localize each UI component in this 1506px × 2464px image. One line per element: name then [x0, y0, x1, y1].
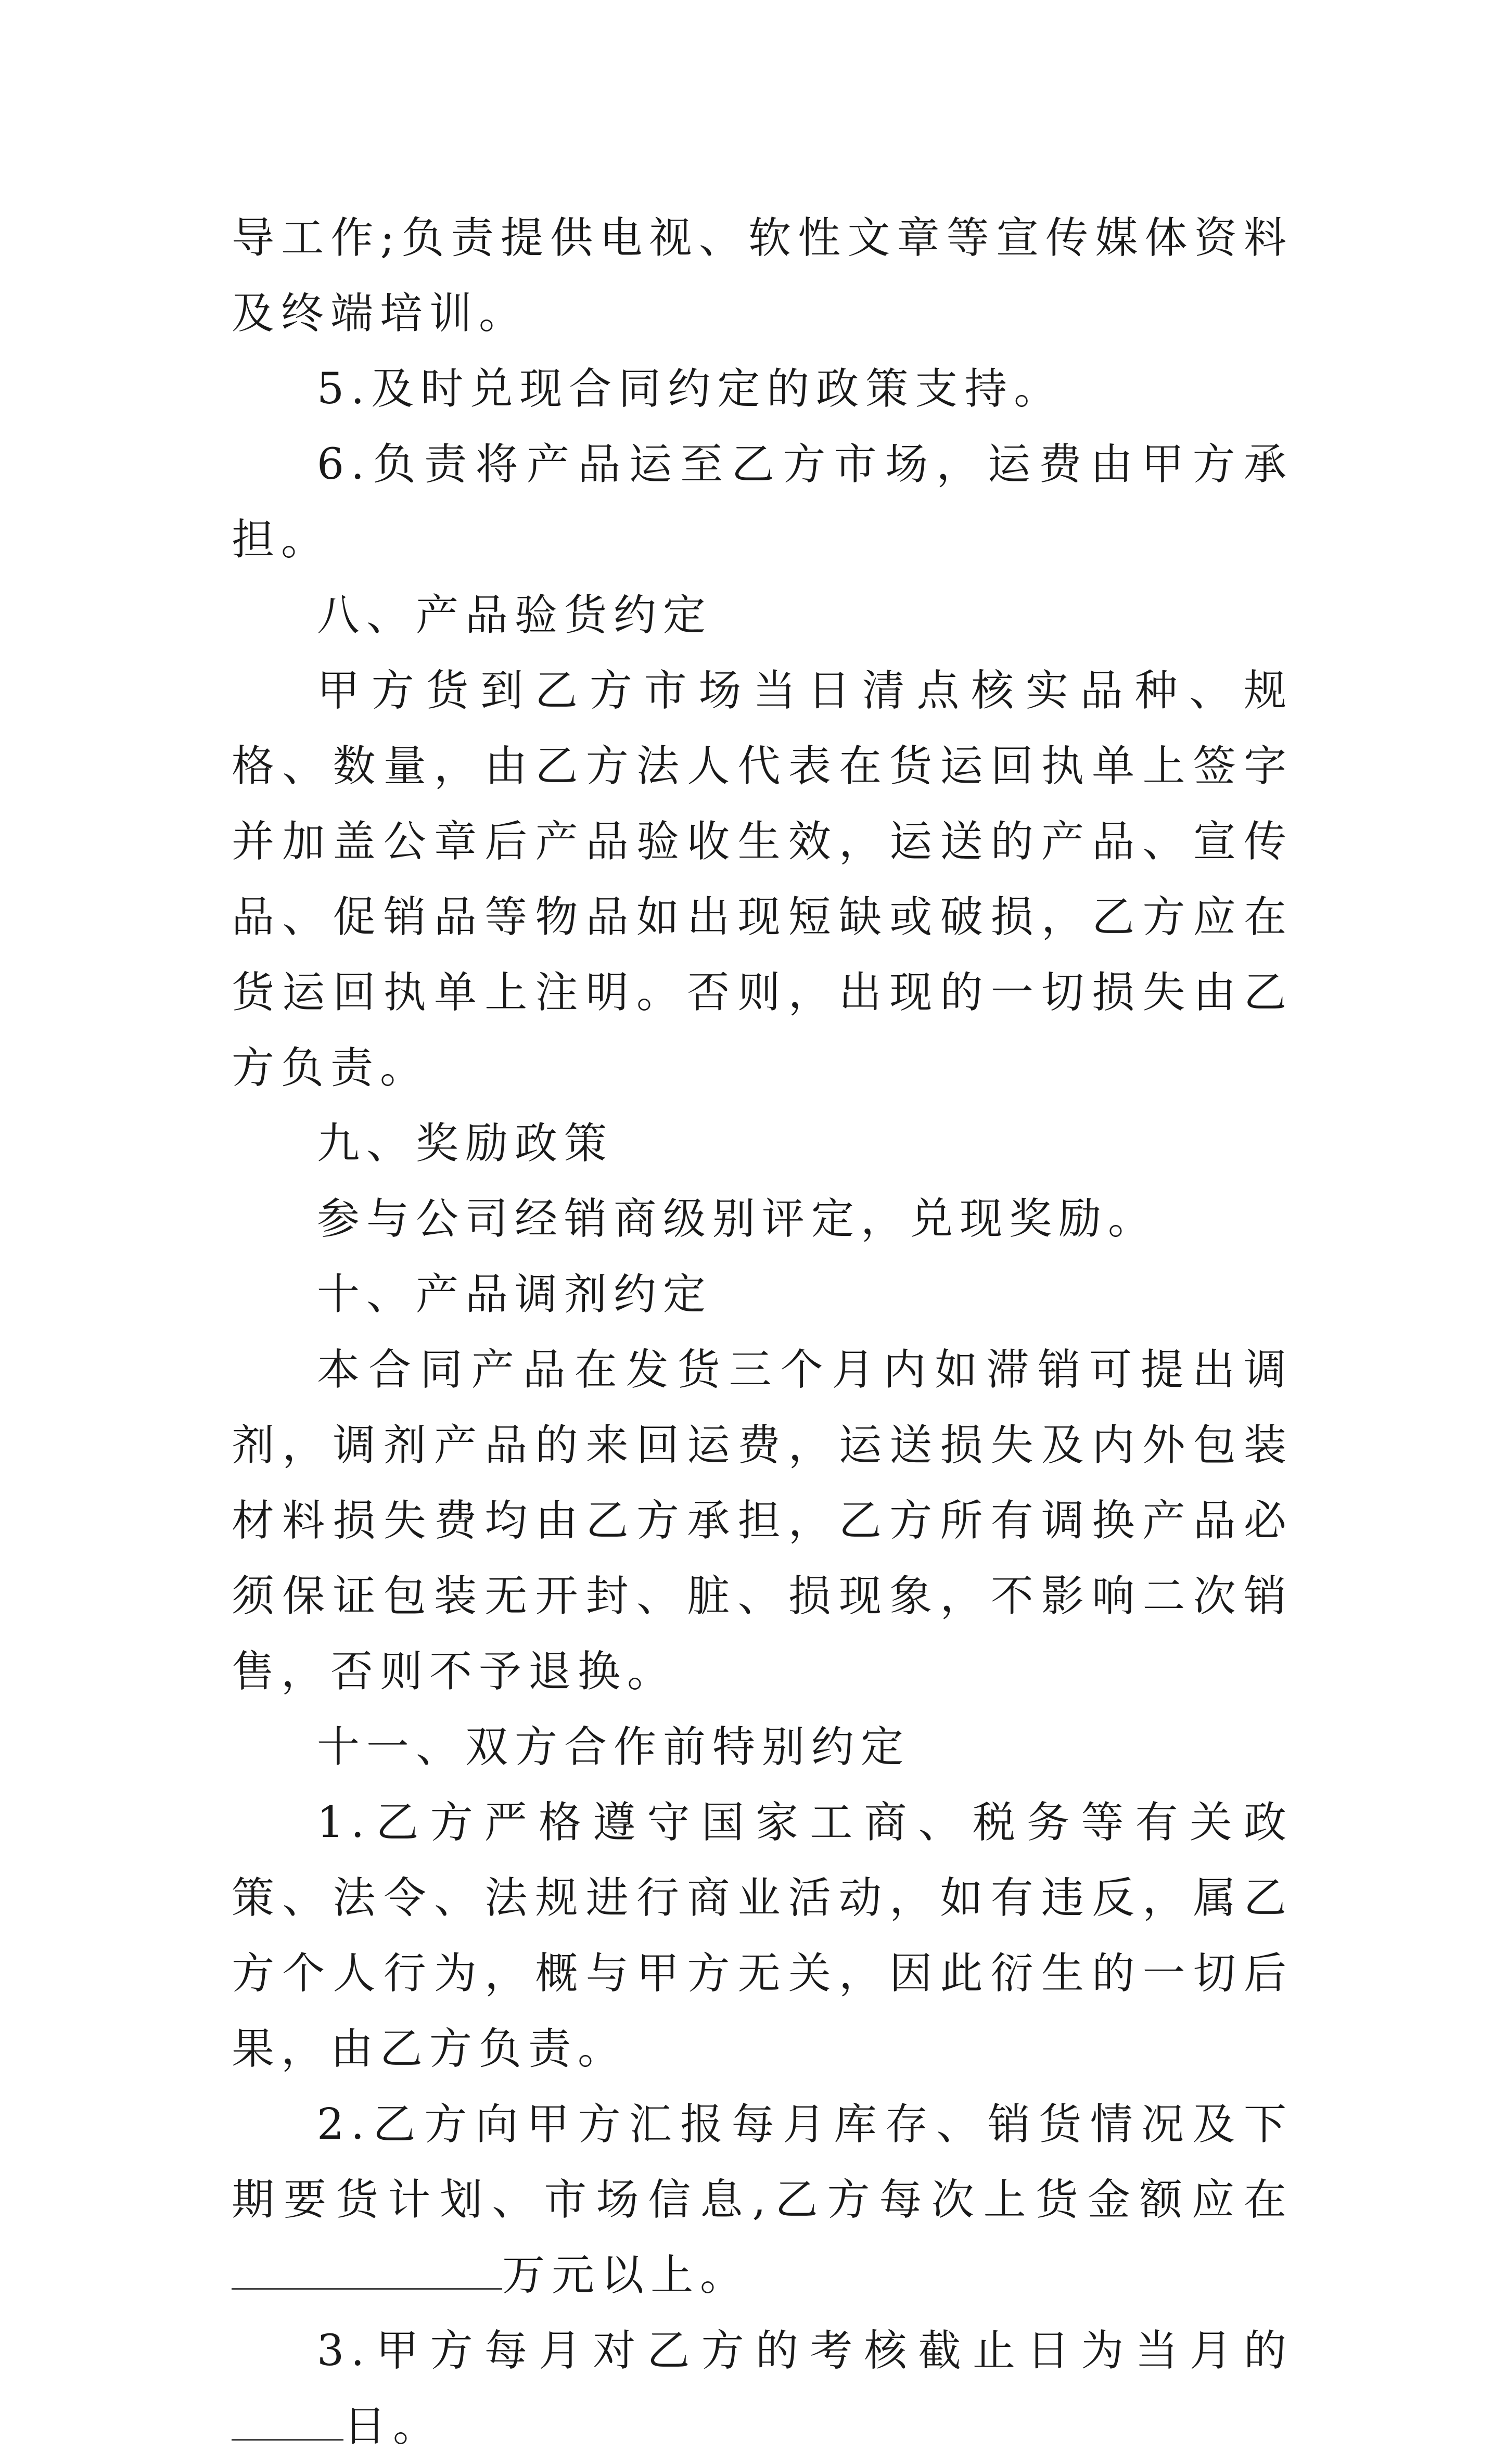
paragraph-reward-policy: 参与公司经销商级别评定，兑现奖励。	[317, 1194, 1158, 1244]
paragraph-special-item-3	[232, 2313, 1293, 2464]
paragraph-special-item-1: 1.乙方严格遵守国家工商、税务等有关政策、法令、法规进行商业活动，如有违反，属乙方个人行为，概与甲方无关，因此衍生的一切后果，由乙方负责。	[232, 1798, 1293, 2074]
item-2-text-before-blank: 2.乙方向甲方汇报每月库存、销货情况及下期要货计划、市场信息,乙方每次上货金额应在	[232, 2100, 1293, 2225]
paragraph-product-adjustment: 本合同产品在发货三个月内如滞销可提出调剂，调剂产品的来回运费，运送损失及内外包装材料损失费均由乙方承担，乙方所有调换产品必须保证包装无开封、脏、损现象，不影响二次销售，否则不予退换。	[232, 1345, 1293, 1696]
section-heading-9: 九、奖励政策	[317, 1119, 614, 1168]
day-blank-field[interactable]	[232, 2402, 343, 2441]
paragraph-inspection-terms: 甲方货到乙方市场当日清点核实品种、规格、数量，由乙方法人代表在货运回执单上签字并加盖公章后产品验收生效，运送的产品、宣传品、促销品等物品如出现短缺或破损，乙方应在货运回执单上注明。否则，出现的一切损失由乙方负责。	[232, 666, 1293, 1093]
paragraph-item-5: 5.及时兑现合同约定的政策支持。	[317, 364, 1064, 414]
section-heading-10: 十、产品调剂约定	[317, 1270, 713, 1319]
paragraph-special-item-2	[232, 2087, 1293, 2313]
section-heading-8: 八、产品验货约定	[317, 591, 713, 640]
amount-blank-field[interactable]	[232, 2251, 502, 2290]
paragraph-item-6: 6.负责将产品运至乙方市场，运费由甲方承担。	[232, 440, 1293, 565]
document-body	[232, 200, 1293, 2464]
item-2-text-after-blank: 万元以上。	[502, 2251, 750, 2300]
item-3-text-before-blank: 3.甲方每月对乙方的考核截止日为当月的	[317, 2326, 1293, 2376]
item-3-text-after-blank: 日。	[343, 2402, 443, 2451]
paragraph-continued-duties: 导工作;负责提供电视、软性文章等宣传媒体资料及终端培训。	[232, 213, 1293, 338]
section-heading-11: 十一、双方合作前特别约定	[317, 1722, 911, 1772]
